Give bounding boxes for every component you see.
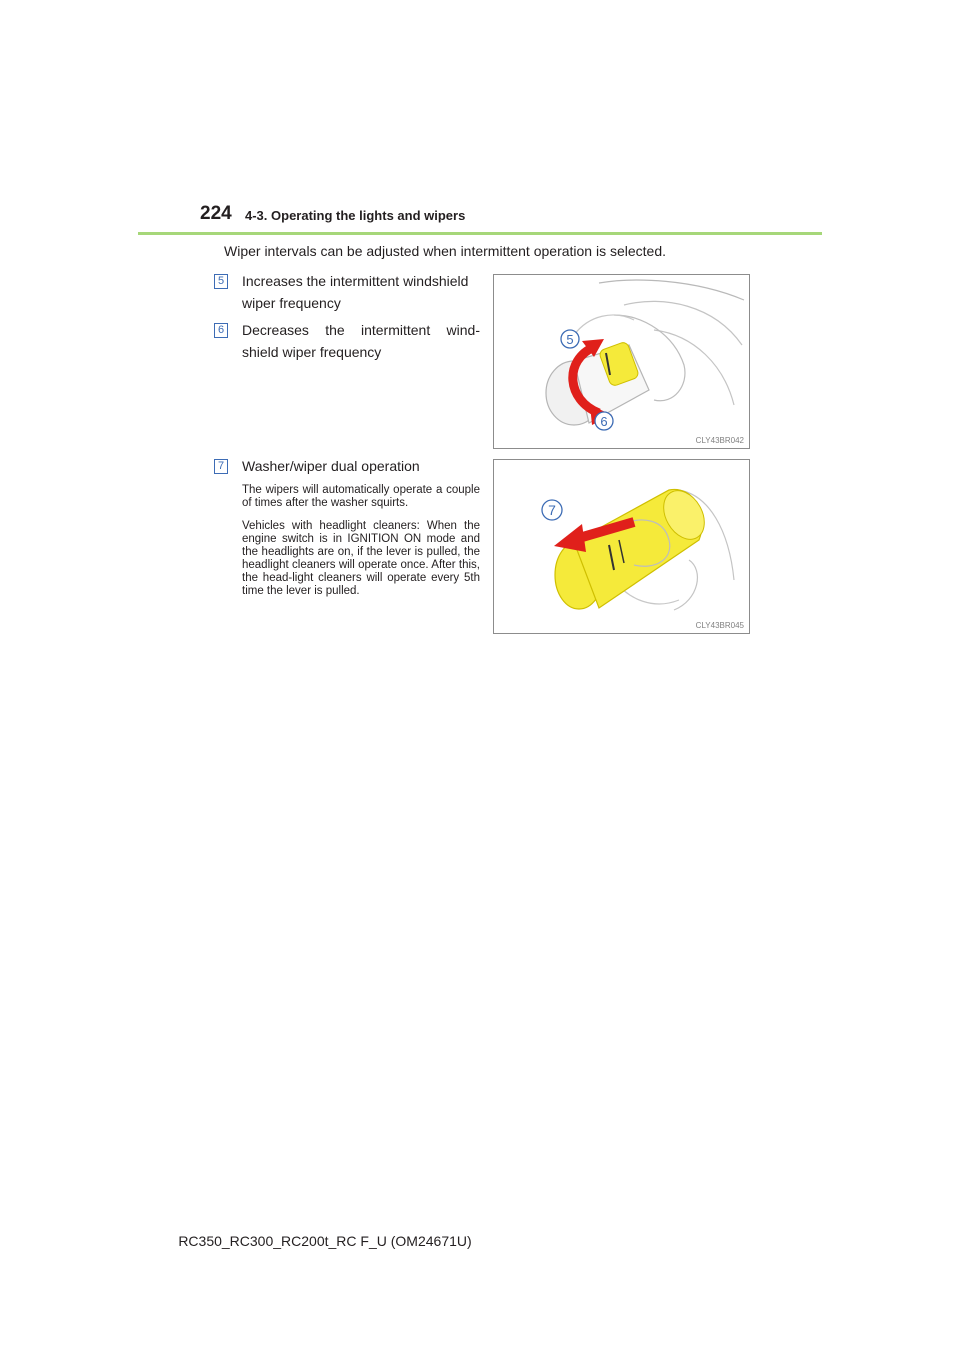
figure-code: CLY43BR042 — [695, 436, 744, 445]
item-number-6: 6 — [214, 323, 228, 338]
callout-6: 6 — [600, 414, 608, 429]
item-line: Increases the intermittent windshield — [242, 273, 469, 289]
note-washer: The wipers will automatically operate a couple of times after the washer squirts. — [242, 484, 480, 509]
item-line: Washer/wiper dual operation — [242, 458, 420, 474]
note-headlight-cleaners: Vehicles with headlight cleaners: When the engine switch is in IGNITION ON mode and the headlights are on, if the lever is pulled, the headlight cleaners will operate once. After this, the head-light cleaners will operate every 5th time the lever is pulled. — [242, 520, 480, 597]
callout-5: 5 — [566, 332, 574, 347]
item-line: Decreases the intermittent wind- — [242, 322, 480, 338]
footer-model-code: RC350_RC300_RC200t_RC F_U (OM24671U) — [178, 1233, 472, 1249]
page-number: 224 — [200, 203, 232, 224]
washer-lever-illustration — [494, 460, 750, 634]
figure-code: CLY43BR045 — [695, 621, 744, 630]
intro-text: Wiper intervals can be adjusted when intermittent operation is selected. — [224, 243, 667, 259]
callout-7: 7 — [548, 502, 556, 518]
item-number-5: 5 — [214, 274, 228, 289]
figure-wiper-frequency — [493, 274, 750, 449]
section-title: 4-3. Operating the lights and wipers — [245, 208, 466, 223]
header-rule — [138, 232, 822, 235]
item-number-7: 7 — [214, 459, 228, 474]
figure-washer-operation — [493, 459, 750, 634]
item-line: wiper frequency — [242, 295, 341, 311]
item-line: shield wiper frequency — [242, 344, 382, 360]
wiper-lever-illustration — [494, 275, 750, 449]
